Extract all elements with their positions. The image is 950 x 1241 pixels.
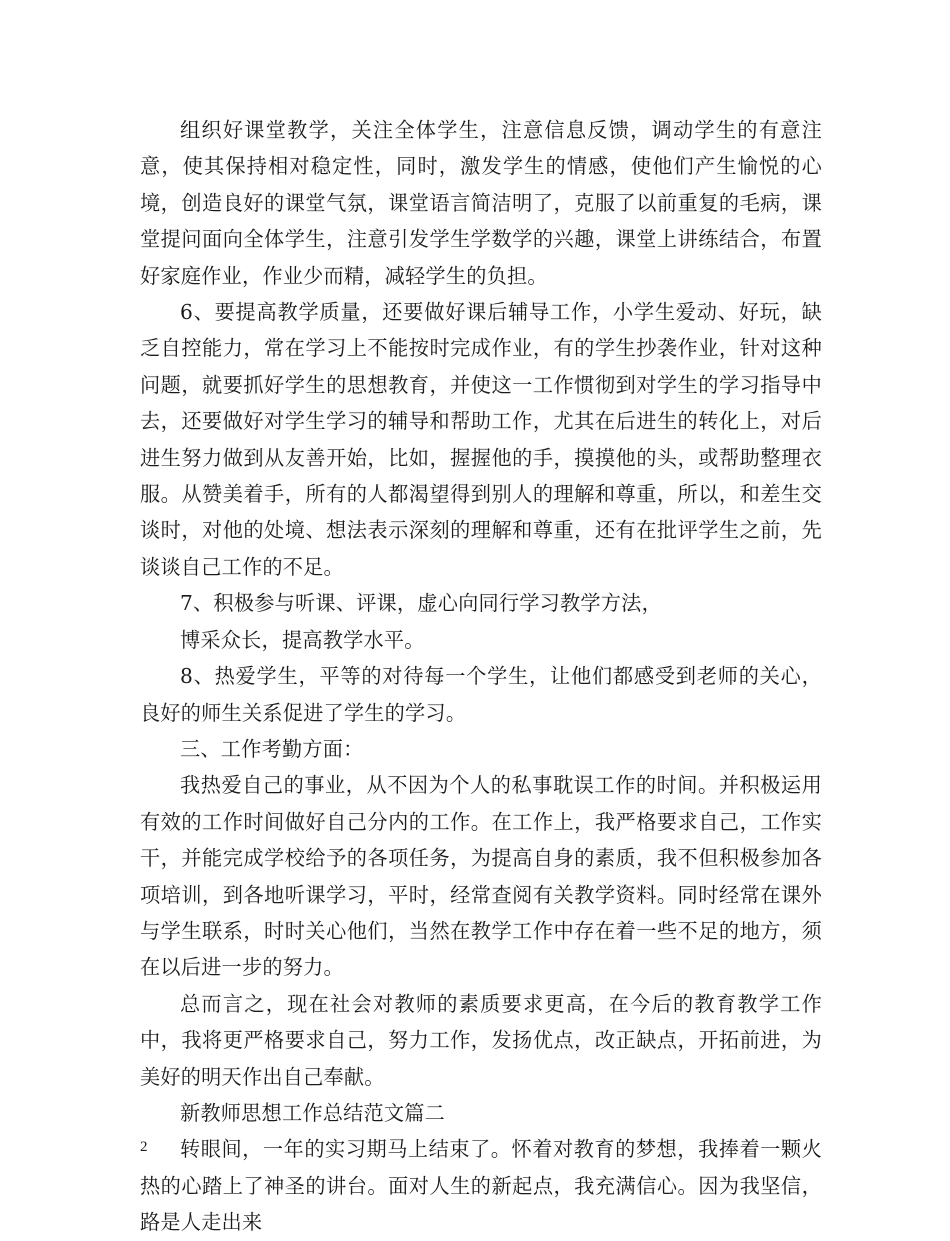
paragraph-item-7-continuation: 博采众长，提高教学水平。 xyxy=(180,627,425,652)
paragraph-item-6-after-class-tutoring: 6、要提高教学质量，还要做好课后辅导工作，小学生爱动、好玩，缺乏自控能力，常在学习上不能按时完成作业，有的学生抄袭作业，针对这种问题，就要抓好学生的思想教育，并使这一工作惯彻到对学生的学习指导中去，还要做好对学生学习的辅导和帮助工作，尤其在后进生的转化上，对后进生努力做到从友善开始，比如，握握他的手，摸摸他的头，或帮助整理衣服。从赞美着手，所有的人都渴望得到别人的理解和尊重，所以，和差生交谈时，对他的处境、想法表示深刻的理解和尊重，还有在批评学生之前，先谈谈自己工作的不足。 xyxy=(140,300,822,579)
paragraph-item-7-lesson-observation: 7、积极参与听课、评课，虚心向同行学习教学方法， xyxy=(180,591,662,616)
paragraph-conclusion: 总而言之，现在社会对教师的素质要求更高，在今后的教育教学工作中，我将更严格要求自己，努力工作，发扬优点，改正缺点，开拓前进，为美好的明天作出自己奉献。 xyxy=(140,991,822,1089)
document-body xyxy=(140,112,822,1241)
section-title-part-two: 新教师思想工作总结范文篇二 xyxy=(180,1100,446,1125)
paragraph-part-two-intro: 转眼间，一年的实习期马上结束了。怀着对教育的梦想，我捧着一颗火热的心踏上了神圣的讲台。面对人生的新起点，我充满信心。因为我坚信，路是人走出来 xyxy=(140,1137,822,1235)
page-number: 2 xyxy=(140,1139,148,1155)
paragraph-item-8-love-students: 8、热爱学生，平等的对待每一个学生，让他们都感受到老师的关心，良好的师生关系促进了学生的学习。 xyxy=(140,664,822,725)
paragraph-classroom-teaching: 组织好课堂教学，关注全体学生，注意信息反馈，调动学生的有意注意，使其保持相对稳定性，同时，激发学生的情感，使他们产生愉悦的心境，创造良好的课堂气氛，课堂语言简洁明了，克服了以前重复的毛病，课堂提问面向全体学生，注意引发学生学数学的兴趣，课堂上讲练结合，布置好家庭作业，作业少而精，减轻学生的负担。 xyxy=(140,118,822,288)
paragraph-attendance: 我热爱自己的事业，从不因为个人的私事耽误工作的时间。并积极运用有效的工作时间做好自己分内的工作。在工作上，我严格要求自己，工作实干，并能完成学校给予的各项任务，为提高自身的素质，我不但积极参加各项培训，到各地听课学习，平时，经常查阅有关教学资料。同时经常在课外与学生联系，时时关心他们，当然在教学工作中存在着一些不足的地方，须在以后进一步的努力。 xyxy=(140,773,822,980)
section-heading-attendance: 三、工作考勤方面： xyxy=(180,736,364,761)
